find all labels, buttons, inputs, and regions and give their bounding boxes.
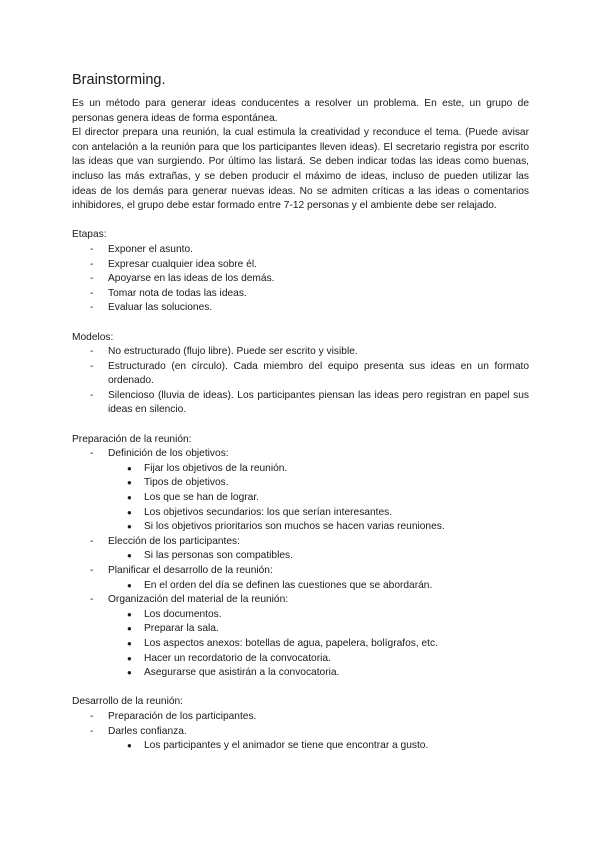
dash-marker: - — [90, 710, 94, 722]
list-item: - Preparación de los participantes. — [72, 710, 529, 725]
list-item: - Exponer el asunto. — [72, 243, 529, 258]
intro-paragraph: Es un método para generar ideas conducentes a resolver un problema. En este, un grupo de personas genera ideas de forma espontánea. — [72, 98, 529, 124]
sub-list-item: ● Hacer un recordatorio de la convocatoria. — [72, 652, 529, 667]
bullet-icon: ● — [127, 478, 132, 488]
list-item: - Apoyarse en las ideas de los demás. — [72, 272, 529, 287]
bullet-icon: ● — [127, 668, 132, 678]
sub-list-item: ● Los aspectos anexos: botellas de agua, papelera, bolígrafos, etc. — [72, 637, 529, 652]
bullet-icon: ● — [127, 580, 132, 590]
dash-marker: - — [90, 258, 94, 270]
bullet-icon: ● — [127, 522, 132, 532]
bullet-icon: ● — [127, 653, 132, 663]
desarrollo-list — [72, 710, 529, 754]
dash-marker: - — [90, 448, 94, 460]
etapas-list — [72, 243, 529, 316]
sub-list-item: ● Los objetivos secundarios: los que serían interesantes. — [72, 506, 529, 521]
intro-paragraph: El director prepara una reunión, la cual estimula la creatividad y reconduce el tema. (Puede avisar con antelación a la reunión para que los participantes lleven ideas). El secretario registra por escrito las ideas que van surgiendo. Por último las listará. Se deben indicar todas las ideas como buenas, incluso las más extrañas, y se deben producir el máximo de ideas, incluso de pueden utilizar las ideas de los demás para generar nuevas ideas. No se admiten críticas a las ideas o comentarios inhibidores, el grupo debe estar formado entre 7-12 personas y el ambiente debe ser relajado. — [72, 127, 529, 212]
bullet-icon: ● — [127, 609, 132, 619]
dash-marker: - — [90, 535, 94, 547]
bullet-icon: ● — [127, 463, 132, 473]
bullet-icon: ● — [127, 551, 132, 561]
list-item: - Evaluar las soluciones. — [72, 301, 529, 316]
list-item: - Darles confianza. — [72, 725, 529, 740]
bullet-icon: ● — [127, 624, 132, 634]
dash-marker: - — [90, 565, 94, 576]
list-item: - Planificar el desarrollo de la reunión: — [72, 564, 529, 579]
dash-marker: - — [90, 389, 94, 401]
dash-marker: - — [90, 243, 94, 255]
sub-list-item: ● Los participantes y el animador se tiene que encontrar a gusto. — [72, 739, 529, 754]
sub-list-item: ● Los que se han de lograr. — [72, 491, 529, 506]
list-item: - Estructurado (en círculo). Cada miembro del equipo presenta sus ideas en un formato ordenado. — [90, 360, 529, 387]
list-item: - Definición de los objetivos: — [72, 447, 529, 462]
section-heading-preparacion: Preparación de la reunión: — [72, 433, 192, 445]
dash-marker: - — [90, 594, 94, 606]
list-item: - Tomar nota de todas las ideas. — [72, 287, 529, 302]
bullet-icon: ● — [127, 741, 132, 751]
list-item: - Silencioso (lluvia de ideas). Los participantes piensan las ideas pero registran en papel sus ideas en silencio. — [90, 389, 529, 416]
document-title: Brainstorming. — [72, 72, 166, 88]
dash-marker: - — [90, 360, 94, 372]
dash-marker: - — [90, 302, 94, 314]
modelos-list — [72, 345, 529, 418]
preparacion-list — [72, 447, 529, 681]
dash-marker: - — [90, 346, 94, 358]
sub-list-item: ● Los documentos. — [72, 608, 529, 623]
sub-list-item: ● Fijar los objetivos de la reunión. — [72, 462, 529, 477]
list-item: - Expresar cualquier idea sobre él. — [72, 258, 529, 273]
list-item: - Organización del material de la reunión: — [72, 593, 529, 608]
sub-list-item: ● En el orden del día se definen las cuestiones que se abordarán. — [72, 579, 529, 594]
dash-marker: - — [90, 273, 94, 285]
bullet-icon: ● — [127, 493, 132, 503]
document-page — [72, 72, 529, 754]
sub-list-item: ● Asegurarse que asistirán a la convocatoria. — [72, 666, 529, 681]
sub-list-item: ● Si los objetivos prioritarios son muchos se hacen varias reuniones. — [72, 520, 529, 535]
sub-list-item: ● Tipos de objetivos. — [72, 476, 529, 491]
sub-list-item: ● Preparar la sala. — [72, 622, 529, 637]
bullet-icon: ● — [127, 638, 132, 648]
section-heading-modelos: Modelos: — [72, 331, 114, 343]
sub-list-item: ● Si las personas son compatibles. — [72, 549, 529, 564]
section-heading-desarrollo: Desarrollo de la reunión: — [72, 696, 183, 708]
dash-marker: - — [90, 287, 94, 299]
section-heading-etapas: Etapas: — [72, 229, 107, 241]
dash-marker: - — [90, 725, 94, 737]
bullet-icon: ● — [127, 507, 132, 517]
list-item: - No estructurado (flujo libre). Puede ser escrito y visible. — [72, 345, 529, 360]
list-item: - Elección de los participantes: — [72, 535, 529, 550]
